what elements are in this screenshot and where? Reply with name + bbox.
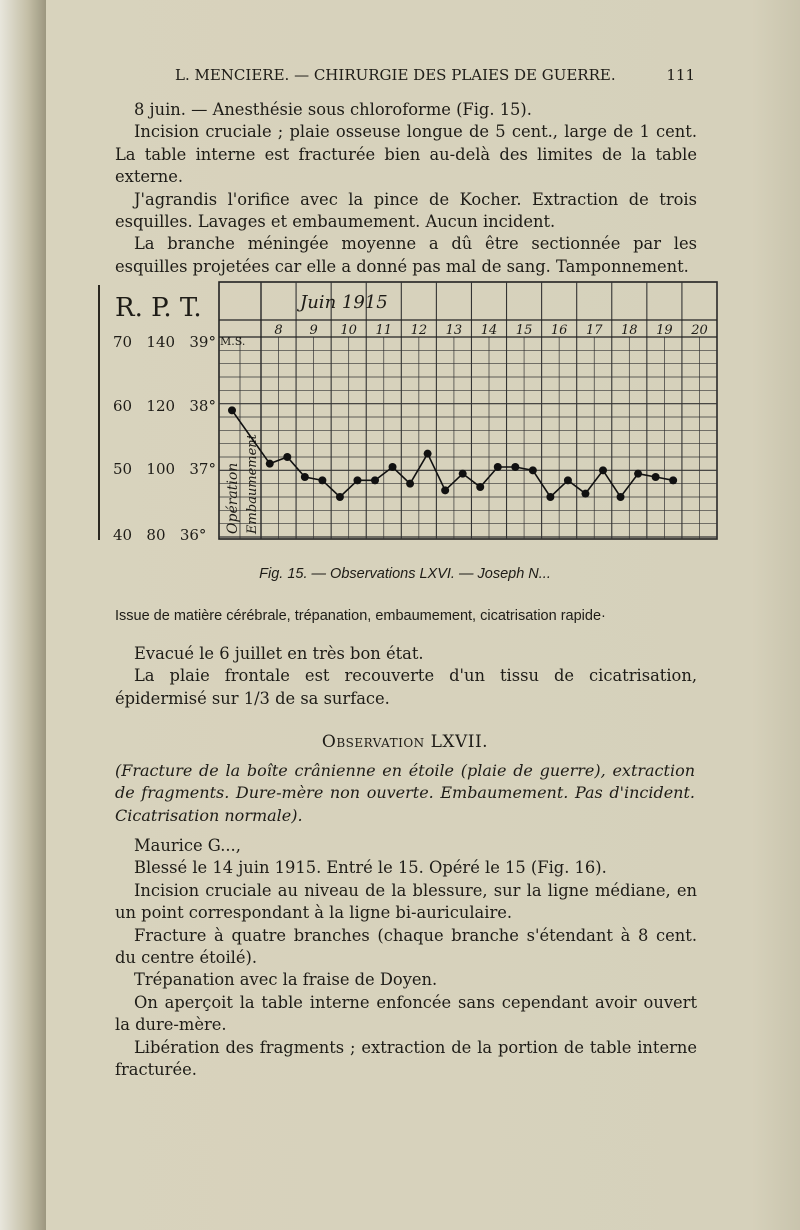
paragraph: Incision cruciale ; plaie osseuse longue de 5 cent., large de 1 cent. La table interne est fracturée bien au-delà des limites de la table externe. bbox=[115, 122, 697, 187]
temperature-point bbox=[283, 453, 291, 461]
paragraph: Maurice G..., bbox=[134, 836, 241, 855]
caption-note: Issue de matière cérébrale, trépanation, embaumement, cicatrisation rapide· bbox=[115, 608, 606, 624]
paragraph: 8 juin. — Anesthésie sous chloroforme (Fig. 15). bbox=[134, 100, 532, 119]
y-label-r: 50 bbox=[113, 460, 133, 478]
temperature-point bbox=[301, 473, 309, 481]
date-label: 20 bbox=[691, 323, 708, 338]
temperature-point bbox=[529, 466, 537, 474]
paragraph: J'agrandis l'orifice avec la pince de Kocher. Extraction de trois esquilles. Lavages et embaumement. Aucun incident. bbox=[115, 189, 697, 232]
y-label-t: 37° bbox=[189, 460, 216, 478]
temperature-point bbox=[441, 486, 449, 494]
paragraph: Trépanation avec la fraise de Doyen. bbox=[134, 970, 438, 990]
temperature-point bbox=[634, 470, 642, 478]
temperature-point bbox=[617, 493, 625, 501]
date-label: 13 bbox=[445, 323, 463, 338]
figure-caption bbox=[115, 566, 695, 582]
observation-title-text: Observation LXVII. bbox=[321, 732, 489, 752]
first-column-label: M.S. bbox=[220, 335, 246, 348]
temperature-point bbox=[476, 483, 484, 491]
temperature-point bbox=[389, 463, 397, 471]
temperature-point bbox=[318, 476, 326, 484]
paragraph: Incision cruciale au niveau de la blessure, sur la ligne médiane, en un point correspondant à la ligne bi-auriculaire. bbox=[115, 880, 697, 923]
date-label: 16 bbox=[550, 323, 568, 338]
y-label-t: 39° bbox=[189, 333, 216, 351]
temperature-point bbox=[546, 493, 554, 501]
paragraph: La branche méningée moyenne a dû être sectionnée par les esquilles projetées car elle a donné pas mal de sang. Tamponnement. bbox=[115, 234, 697, 276]
middle-text-block bbox=[115, 643, 697, 710]
chart-svg bbox=[0, 0, 800, 600]
observation-title bbox=[115, 732, 695, 752]
temperature-point bbox=[459, 470, 467, 478]
temperature-point bbox=[494, 463, 502, 471]
temperature-point bbox=[581, 490, 589, 498]
temperature-point bbox=[652, 473, 660, 481]
temperature-point bbox=[371, 476, 379, 484]
paragraph: Evacué le 6 juillet en très bon état. bbox=[134, 644, 424, 663]
temperature-point bbox=[599, 466, 607, 474]
date-label: 18 bbox=[621, 323, 638, 338]
observation-subtitle: (Fracture de la boîte crânienne en étoile (plaie de guerre), extraction de fragments. Dure-mère non ouverte. Embaumement. Pas d'incident. Cicatrisation normale). bbox=[115, 761, 695, 825]
temperature-point bbox=[336, 493, 344, 501]
date-label: 8 bbox=[274, 323, 283, 338]
page-number: 111 bbox=[666, 66, 695, 84]
axis-header: R. P. T. bbox=[115, 293, 202, 323]
date-label: 15 bbox=[515, 323, 533, 338]
header-title: L. MENCIERE. — CHIRURGIE DES PLAIES DE GUERRE. bbox=[175, 66, 616, 84]
paragraph: Blessé le 14 juin 1915. Entré le 15. Opéré le 15 (Fig. 16). bbox=[134, 858, 607, 878]
paragraph: Fracture à quatre branches (chaque branche s'étendant à 8 cent. du centre étoilé). bbox=[115, 925, 697, 968]
date-label: 10 bbox=[340, 323, 357, 338]
date-label: 9 bbox=[309, 323, 318, 338]
temperature-point bbox=[266, 460, 274, 468]
figure-caption-text: Fig. 15. — Observations LXVI. — Joseph N... bbox=[259, 566, 551, 582]
embaumement-label: Embaumement bbox=[245, 434, 260, 534]
paragraph: On aperçoit la table interne enfoncée sans cependant avoir ouvert la dure-mère. bbox=[115, 992, 697, 1035]
paragraph: Libération des fragments ; extraction de la portion de table interne fracturée. bbox=[115, 1037, 697, 1080]
temperature-point bbox=[228, 406, 236, 414]
y-label-p: 140 bbox=[146, 333, 176, 351]
y-label-r: 60 bbox=[113, 397, 133, 415]
date-label: 14 bbox=[480, 323, 498, 338]
temperature-point bbox=[669, 476, 677, 484]
chart-title: Juin 1915 bbox=[300, 292, 388, 313]
operation-label: Opération bbox=[225, 462, 241, 534]
date-label: 12 bbox=[410, 323, 428, 338]
date-label: 11 bbox=[375, 323, 393, 338]
temperature-point bbox=[511, 463, 519, 471]
y-label-t: 36° bbox=[179, 526, 207, 544]
y-label-r: 40 bbox=[113, 526, 133, 544]
paragraph: La plaie frontale est recouverte d'un tissu de cicatrisation, épidermisé sur 1/3 de sa surface. bbox=[115, 666, 697, 708]
temperature-point bbox=[424, 450, 432, 458]
y-label-p: 100 bbox=[146, 460, 176, 478]
date-label: 17 bbox=[585, 323, 603, 338]
temperature-point bbox=[353, 476, 361, 484]
bottom-text-block bbox=[115, 835, 697, 1081]
date-label: 19 bbox=[656, 323, 673, 338]
temperature-point bbox=[406, 480, 414, 488]
y-label-t: 38° bbox=[189, 397, 216, 415]
y-label-p: 80 bbox=[146, 526, 166, 544]
y-label-p: 120 bbox=[146, 397, 176, 415]
y-label-r: 70 bbox=[113, 333, 133, 351]
temperature-point bbox=[564, 476, 572, 484]
